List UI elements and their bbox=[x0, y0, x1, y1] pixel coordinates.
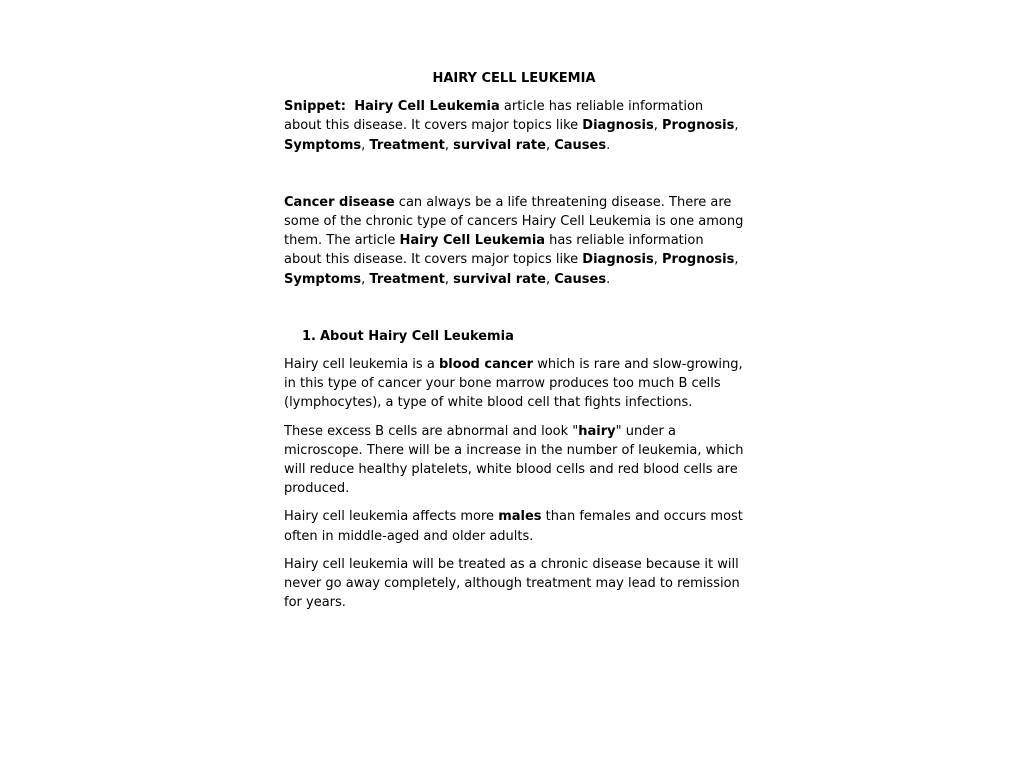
section-paragraph-1: Hairy cell leukemia is a blood cancer which is rare and slow-growing, in this type of cancer your bone marrow produces too much B cells (lymphocytes), a type of white blood cell that fights infections. bbox=[284, 357, 743, 411]
section-heading bbox=[284, 327, 744, 346]
section-title: About Hairy Cell Leukemia bbox=[319, 328, 514, 344]
document-body bbox=[284, 69, 744, 621]
snippet-paragraph: Snippet: Hairy Cell Leukemia article has reliable information about this disease. It covers major topics like Diagnosis, Prognosis, Symptoms, Treatment, survival rate, Causes. bbox=[284, 99, 739, 153]
section-paragraph-4: Hairy cell leukemia will be treated as a chronic disease because it will never go away completely, although treatment may lead to remission for years. bbox=[284, 556, 740, 611]
snippet-label: Snippet: bbox=[284, 99, 346, 115]
section-paragraph-2: These excess B cells are abnormal and look "hairy" under a microscope. There will be a increase in the number of leukemia, which will reduce healthy platelets, white blood cells and red blood cells are produced. bbox=[284, 423, 744, 497]
section-paragraph-3: Hairy cell leukemia affects more males than females and occurs most often in middle-aged and older adults. bbox=[284, 509, 743, 544]
intro-paragraph: Cancer disease can always be a life threatening disease. There are some of the chronic type of cancers Hairy Cell Leukemia is one among them. The article Hairy Cell Leukemia has reliable information about this disease. It covers major topics like Diagnosis, Prognosis, Symptoms, Treatment, survival rate, Causes. bbox=[284, 194, 744, 287]
document-title: HAIRY CELL LEUKEMIA bbox=[432, 71, 596, 86]
section-number: 1. bbox=[302, 328, 316, 344]
